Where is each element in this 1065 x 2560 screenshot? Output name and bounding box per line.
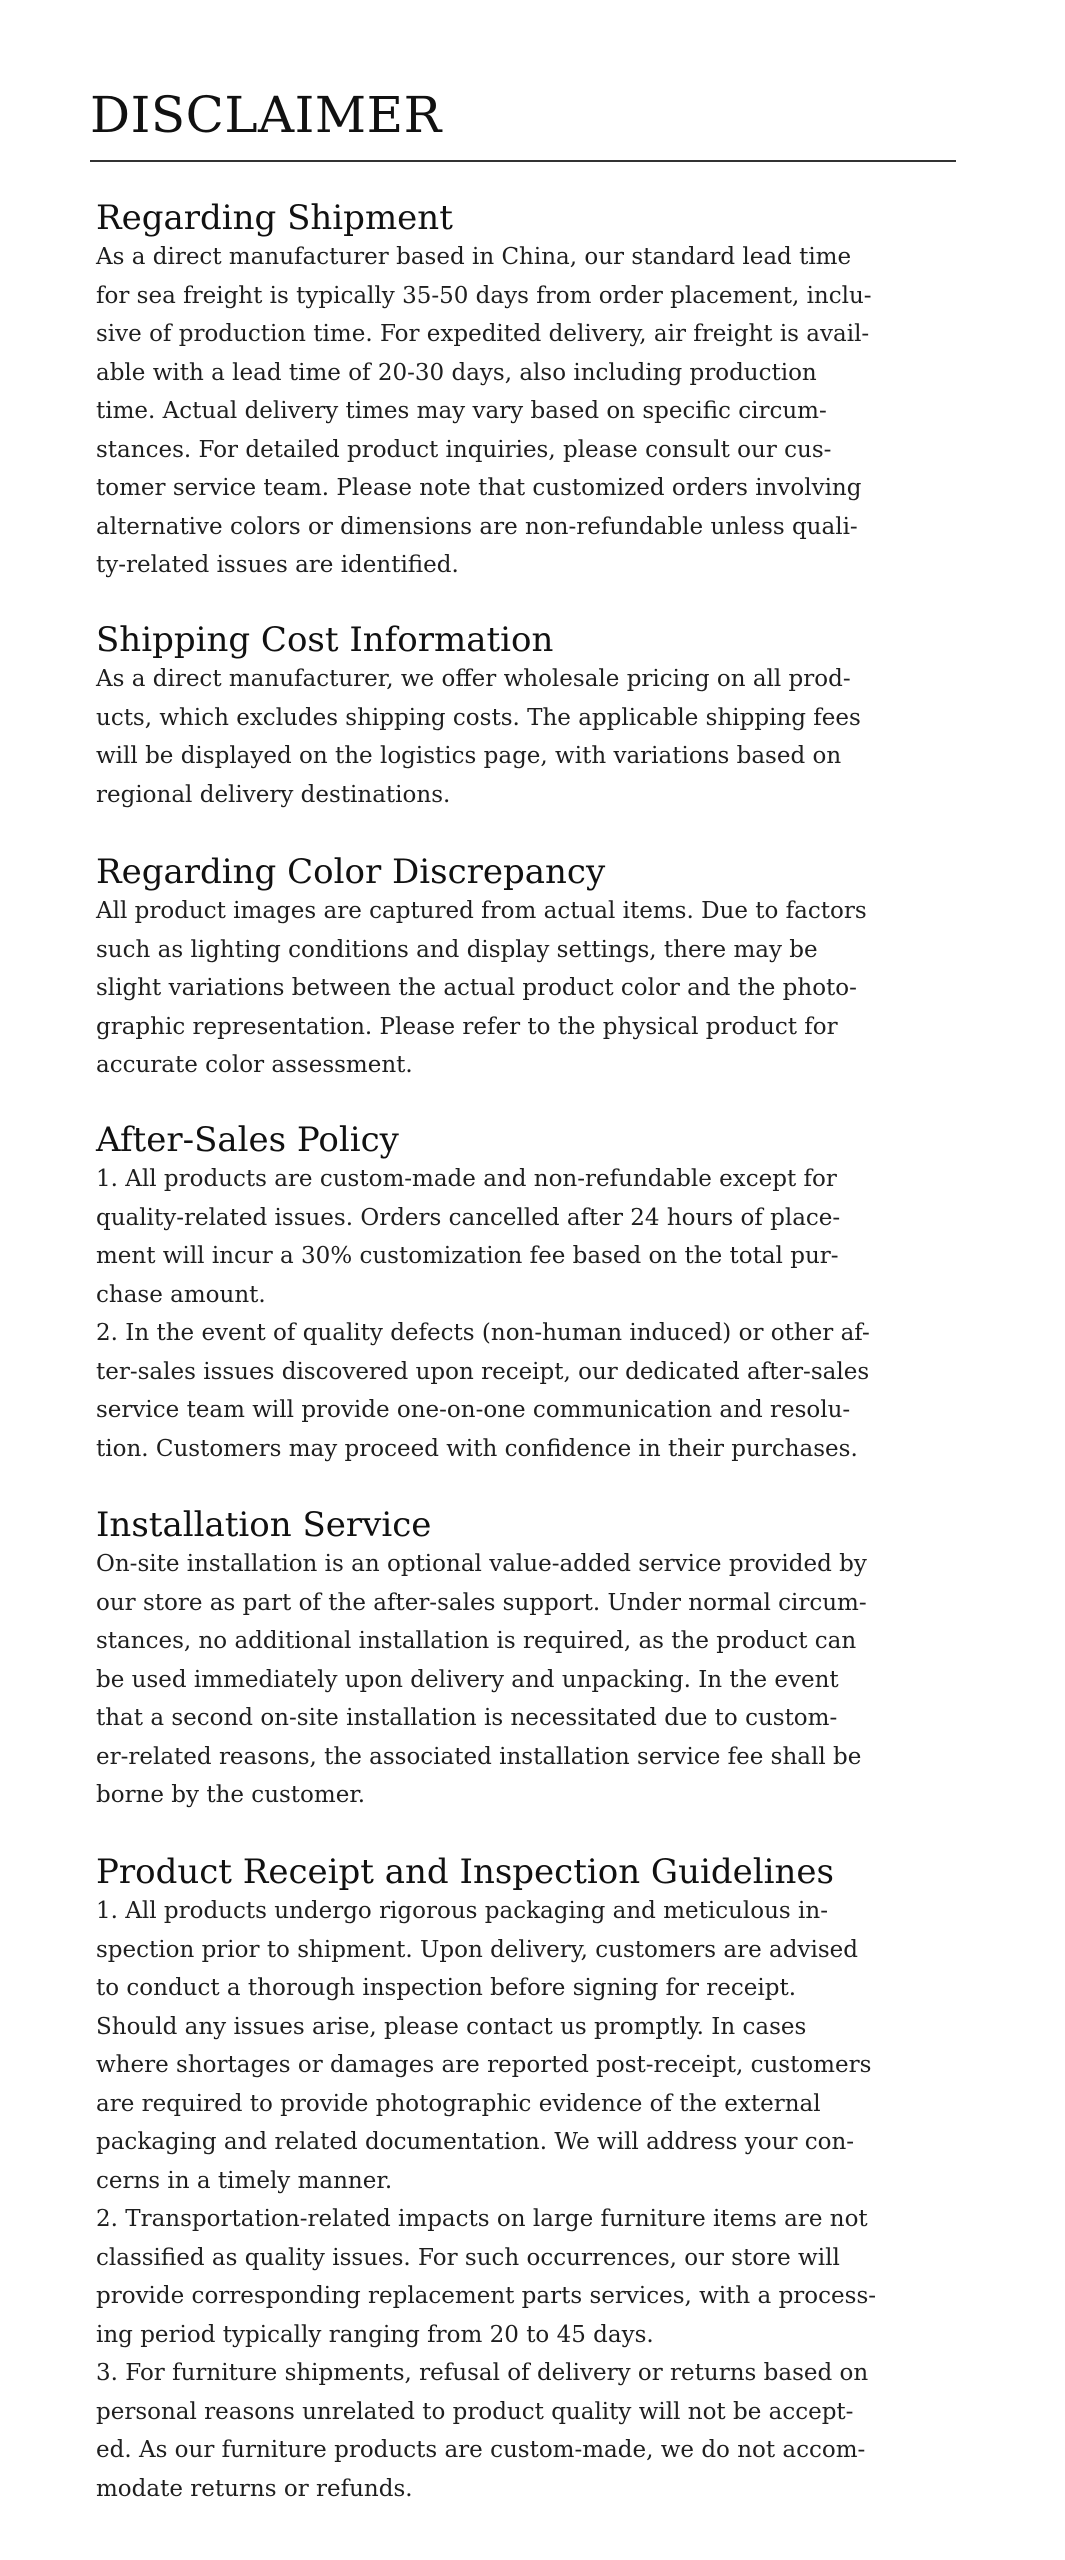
body-line: 2. Transportation-related impacts on large furniture items are not xyxy=(96,2206,868,2232)
section-body xyxy=(96,1892,960,2508)
body-line: cerns in a timely manner. xyxy=(96,2167,393,2194)
body-line: 2. In the event of quality defects (non-human induced) or other af- xyxy=(96,1320,870,1346)
body-line: 1. All products are custom-made and non-refundable except for xyxy=(96,1166,837,1192)
section-heading: Installation Service xyxy=(96,1505,432,1545)
body-line: tion. Customers may proceed with confidence in their purchases. xyxy=(96,1435,858,1462)
body-line: spection prior to shipment. Upon delivery, customers are advised xyxy=(96,1936,858,1963)
body-line: packaging and related documentation. We will address your con- xyxy=(96,2129,855,2155)
body-line: sive of production time. For expedited delivery, air freight is avail- xyxy=(96,321,870,347)
body-line: be used immediately upon delivery and unpacking. In the event xyxy=(96,1666,839,1693)
body-line: As a direct manufacturer based in China, our standard lead time xyxy=(96,244,852,270)
body-line: for sea freight is typically 35-50 days from order placement, inclu- xyxy=(96,282,872,309)
body-line: will be displayed on the logistics page, with variations based on xyxy=(96,743,842,769)
body-line: where shortages or damages are reported post-receipt, customers xyxy=(96,2052,872,2078)
body-line: alternative colors or dimensions are non-refundable unless quali- xyxy=(96,513,858,540)
body-line: ty-related issues are identified. xyxy=(96,552,459,578)
body-line: quality-related issues. Orders cancelled after 24 hours of place- xyxy=(96,1204,841,1231)
page-title: DISCLAIMER xyxy=(90,86,442,144)
body-line: service team will provide one-on-one communication and resolu- xyxy=(96,1397,851,1423)
section-shipping-cost xyxy=(96,620,960,814)
body-line: Should any issues arise, please contact us promptly. In cases xyxy=(96,2013,807,2040)
section-receipt-inspection xyxy=(96,1852,960,2508)
body-line: stances. For detailed product inquiries, please consult our cus- xyxy=(96,436,832,463)
body-line: time. Actual delivery times may vary based on specific circum- xyxy=(96,398,827,424)
body-line: chase amount. xyxy=(96,1281,266,1308)
section-installation-service xyxy=(96,1505,960,1815)
disclaimer-page xyxy=(90,80,954,162)
body-line: modate returns or refunds. xyxy=(96,2475,413,2502)
body-line: 3. For furniture shipments, refusal of delivery or returns based on xyxy=(96,2360,869,2386)
section-body xyxy=(96,660,960,814)
body-line: ment will incur a 30% customization fee based on the total pur- xyxy=(96,1243,839,1269)
body-line: are required to provide photographic evidence of the external xyxy=(96,2090,821,2117)
section-body xyxy=(96,892,960,1085)
body-line: such as lighting conditions and display settings, there may be xyxy=(96,936,818,963)
body-line: All product images are captured from actual items. Due to factors xyxy=(96,898,867,924)
body-line: personal reasons unrelated to product quality will not be accept- xyxy=(96,2398,854,2425)
body-line: borne by the customer. xyxy=(96,1782,366,1808)
section-heading: Shipping Cost Information xyxy=(96,620,554,660)
section-heading: After-Sales Policy xyxy=(96,1120,399,1160)
body-line: 1. All products undergo rigorous packaging and meticulous in- xyxy=(96,1898,828,1924)
section-after-sales-policy xyxy=(96,1120,960,1468)
section-heading: Regarding Color Discrepancy xyxy=(96,852,606,892)
body-line: ucts, which excludes shipping costs. The applicable shipping fees xyxy=(96,704,861,731)
body-line: As a direct manufacturer, we offer wholesale pricing on all prod- xyxy=(96,666,851,692)
body-line: On-site installation is an optional value-added service provided by xyxy=(96,1551,867,1577)
title-divider xyxy=(90,160,956,162)
section-body xyxy=(96,238,960,585)
section-body xyxy=(96,1160,960,1468)
body-line: slight variations between the actual product color and the photo- xyxy=(96,975,857,1001)
section-body xyxy=(96,1545,960,1815)
body-line: ed. As our furniture products are custom-made, we do not accom- xyxy=(96,2437,866,2463)
body-line: our store as part of the after-sales support. Under normal circum- xyxy=(96,1589,867,1616)
body-line: that a second on-site installation is necessitated due to custom- xyxy=(96,1705,838,1731)
body-line: stances, no additional installation is required, as the product can xyxy=(96,1628,857,1654)
body-line: er-related reasons, the associated installation service fee shall be xyxy=(96,1743,862,1770)
body-line: graphic representation. Please refer to the physical product for xyxy=(96,1013,838,1040)
body-line: provide corresponding replacement parts services, with a process- xyxy=(96,2283,877,2309)
body-line: able with a lead time of 20-30 days, also including production xyxy=(96,359,817,386)
section-heading: Regarding Shipment xyxy=(96,198,453,238)
body-line: accurate color assessment. xyxy=(96,1052,413,1078)
body-line: ing period typically ranging from 20 to 45 days. xyxy=(96,2321,654,2348)
body-line: tomer service team. Please note that customized orders involving xyxy=(96,475,862,501)
section-heading: Product Receipt and Inspection Guidelines xyxy=(96,1852,834,1892)
body-line: regional delivery destinations. xyxy=(96,781,451,808)
section-regarding-shipment xyxy=(96,198,960,585)
body-line: ter-sales issues discovered upon receipt, our dedicated after-sales xyxy=(96,1358,870,1385)
body-line: classified as quality issues. For such occurrences, our store will xyxy=(96,2244,840,2271)
section-color-discrepancy xyxy=(96,852,960,1085)
body-line: to conduct a thorough inspection before signing for receipt. xyxy=(96,1975,797,2001)
